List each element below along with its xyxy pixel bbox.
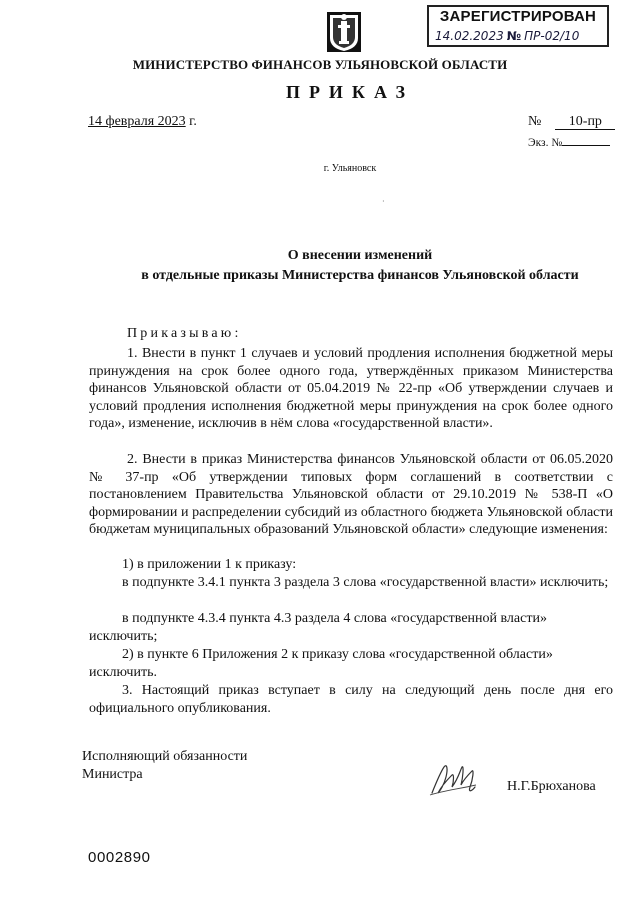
signatory-role-line-2: Министра [82,766,143,782]
paragraph-2-2 [89,646,613,681]
registration-number: 0002890 [88,849,151,866]
paragraph-2-1-a [89,574,613,592]
copy-number-blank [562,134,610,146]
paragraph-2-1-b [89,610,613,645]
paragraph-2 [89,451,613,539]
stamp-number: ПР-02/10 [524,29,580,43]
signatory-role [82,748,247,783]
title-line-1: О внесении изменений [287,248,433,263]
item-2: 2. Внести в приказ Министерства финансов Ульяновской области от 06.05.2020 № 37-пр «Об утверждении типовых форм соглашений в соответствии с постановлением Правительства Ульяновской области от 29.10.2019 № 538-П «О формировании и распределении субсидий из областного бюджета Ульяновской области бюджетам муниципальных образований Ульяновской области» следующие изменения: [89,452,613,538]
stamp-number-prefix: № [506,29,522,43]
paragraph-2-1 [89,556,613,574]
stamp-title: ЗАРЕГИСТРИРОВАН [439,8,597,25]
item-3: 3. Настоящий приказ вступает в силу на следующий день после дня его официального опубликования. [89,683,613,716]
document-number [528,114,615,130]
item-1: 1. Внести в пункт 1 случаев и условий продления исполнения бюджетной меры принуждения на срок более одного года, утверждённых приказом Министерства финансов Ульяновской области от 05.04.2019 № 22-пр «Об утверждении случаев и условий продления исполнения бюджетной меры принуждения на срок более одного года», изменение, исключив в нём слова «государственной власти». [89,346,613,432]
paragraph-1 [89,345,613,433]
prikazyvayu: Приказываю: [127,326,242,341]
item-2-1-b: в подпункте 4.3.4 пункта 4.3 раздела 4 слова «государственной власти» исключить; [89,611,547,644]
number-value: 10-пр [555,114,615,130]
copy-number [528,134,610,149]
ulyanovsk-coat-of-arms-icon [325,8,363,54]
document-date [88,114,197,130]
document-title [80,246,640,286]
signatory-role-line-1: Исполняющий обязанности [82,749,248,764]
city: г. Ульяновск [323,163,377,174]
paragraph-3 [89,682,613,717]
item-2-2: 2) в пункте 6 Приложения 2 к приказу слова «государственной области» исключить. [89,647,553,680]
item-2-1: 1) в приложении 1 к приказу: [122,557,297,572]
ministry-name: МИНИСТЕРСТВО ФИНАНСОВ УЛЬЯНОВСКОЙ ОБЛАСТИ [132,57,508,72]
scan-artifact: · [382,197,385,206]
registration-stamp [427,5,609,47]
copy-label: Экз. № [528,137,563,149]
item-2-1-a: в подпункте 3.4.1 пункта 3 раздела 3 слова «государственной власти» исключить; [122,575,609,590]
stamp-date: 14.02.2023 [435,29,504,43]
document-date-value: 14 февраля 2023 [88,114,186,129]
stamp-date-number [435,29,601,45]
title-line-2: в отдельные приказы Министерства финансов Ульяновской области [141,268,579,283]
handwritten-signature [428,757,478,801]
document-date-suffix: г. [185,114,197,129]
signatory-name: Н.Г.Брюханова [507,779,596,794]
number-label: № [528,114,542,129]
document-type: ПРИКАЗ [285,82,415,102]
